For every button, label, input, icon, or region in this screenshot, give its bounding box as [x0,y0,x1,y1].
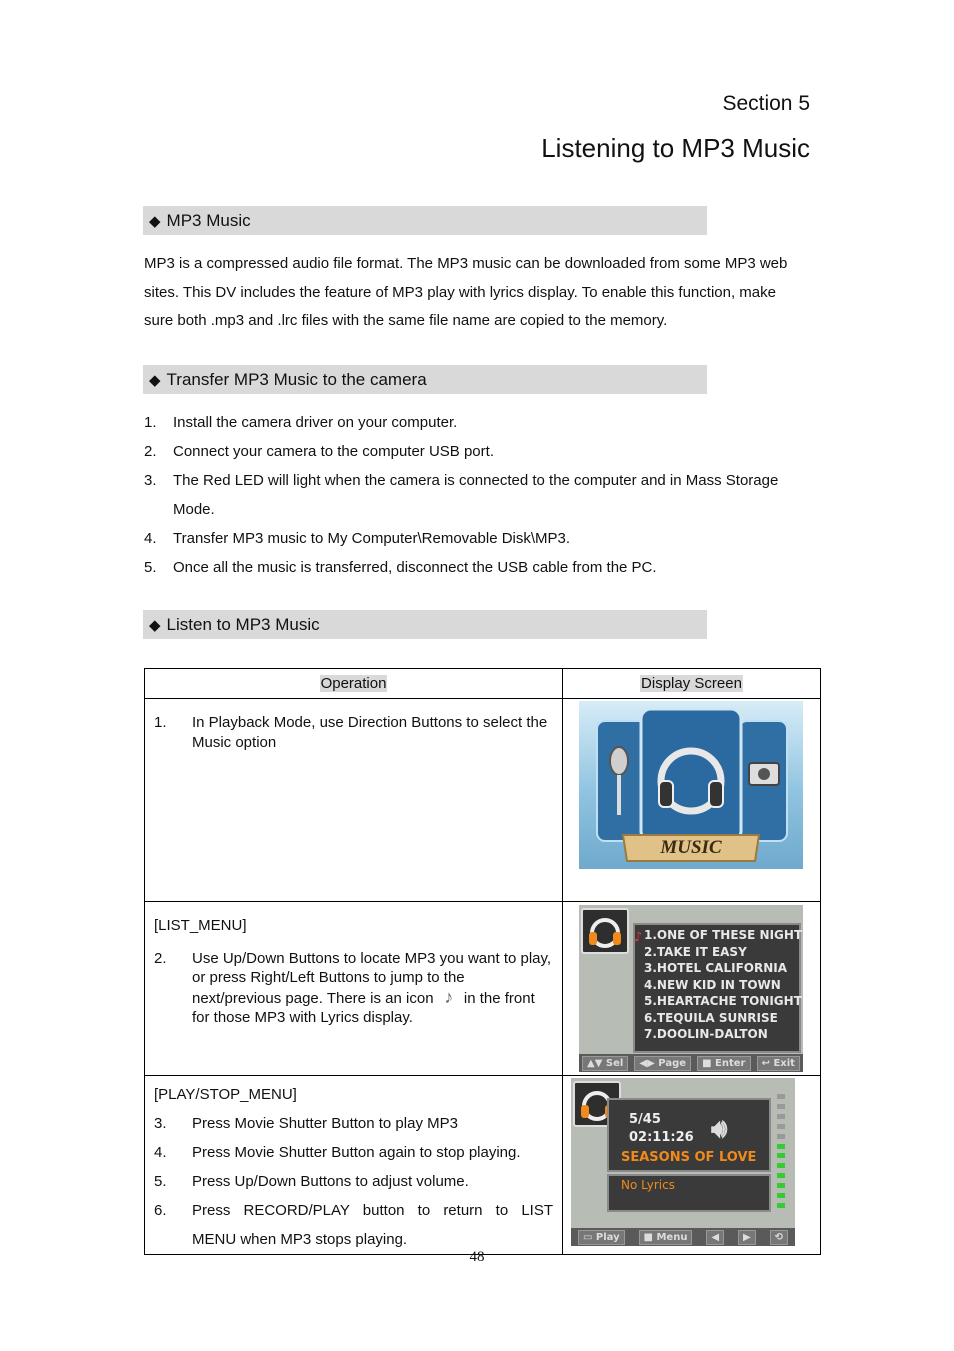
paragraph-line: MP3 is a compressed audio file format. The MP3 music can be downloaded from some MP3 web [144,255,788,272]
step-number: 1. [144,414,157,431]
button-label: Menu [656,1231,688,1243]
button-label: Play [595,1231,620,1243]
diamond-bullet-icon: ◆ [149,372,161,389]
table-row [145,902,821,1076]
page-button[interactable] [634,1056,691,1071]
list-item [144,553,814,582]
previous-button[interactable] [706,1230,724,1245]
step-number: 6. [154,1202,167,1219]
section-heading: Listen to MP3 Music [166,615,320,634]
menu-label: [LIST_MENU] [154,917,247,934]
list-item[interactable]: 1.ONE OF THESE NIGHT [644,928,803,942]
song-list [644,927,802,1043]
list-item[interactable]: 2.TAKE IT EASY [644,944,747,959]
display-column-header [563,669,821,699]
menu-button[interactable] [639,1230,693,1245]
step-text: Press Up/Down Buttons to adjust volume. [192,1173,469,1190]
button-label: Exit [773,1057,795,1069]
left-right-icon: ◀▶ [639,1057,655,1069]
table-row [145,1076,821,1255]
step-text: In Playback Mode, use Direction Buttons to select the Music option [192,714,548,751]
square-icon: ■ [702,1057,712,1069]
step-text: Once all the music is transferred, disconnect the USB cable from the PC. [173,559,657,576]
next-button[interactable] [738,1230,756,1245]
list-item[interactable]: 3.HOTEL CALIFORNIA [644,961,787,975]
step-text: Install the camera driver on your computer. [173,414,458,431]
button-label: Page [658,1057,687,1069]
section-bar-listen [143,610,707,639]
display-cell [563,902,821,1076]
step-number: 1. [154,714,167,731]
list-item[interactable]: 6.TEQUILA SUNRISE [644,1010,778,1025]
display-cell [563,1076,821,1255]
play-icon: ▭ [582,1231,593,1243]
operation-cell [145,1076,563,1255]
step-text: Press RECORD/PLAY button to return to LIST [192,1202,553,1219]
list-item[interactable]: 4.NEW KID IN TOWN [644,977,781,992]
lyrics-text: No Lyrics [621,1178,675,1192]
lcd-button-bar [579,1054,803,1072]
step-number: 4. [144,530,157,547]
return-icon: ↩ [761,1057,770,1069]
section-heading: Transfer MP3 Music to the camera [166,370,427,389]
track-counter: 5/45 [629,1112,661,1127]
operation-cell [145,902,563,1076]
exit-button[interactable] [757,1056,800,1071]
lcd-button-bar [571,1228,795,1246]
step-text: MENU when MP3 stops playing. [192,1231,408,1248]
step-text: Press Movie Shutter Button again to stop playing. [192,1144,521,1161]
button-label: Enter [715,1057,746,1069]
sel-button[interactable] [582,1056,628,1071]
step-number: 2. [144,443,157,460]
table-header-row [145,669,821,699]
enter-button[interactable] [697,1056,750,1071]
paragraph-line: sure both .mp3 and .lrc files with the same file name are copied to the memory. [144,312,668,330]
music-label: MUSIC [660,837,722,858]
step-text [192,949,553,1028]
step-number: 3. [154,1115,167,1132]
step-text: Transfer MP3 music to My Computer\Removable Disk\MP3. [173,530,571,547]
headphones-icon [581,908,629,954]
square-icon: ■ [643,1231,653,1243]
list-item [144,524,814,553]
diamond-bullet-icon: ◆ [149,213,161,230]
repeat-button[interactable] [770,1230,788,1245]
operation-cell [145,699,563,902]
button-label: Sel [605,1057,624,1069]
play-button[interactable] [578,1230,625,1245]
play-screen [571,1078,795,1246]
operation-table [144,668,821,1255]
list-item[interactable]: 7.DOOLIN-DALTON [644,1027,768,1041]
step-number: 5. [144,559,157,576]
transfer-steps [144,408,814,582]
operation-column-header [145,669,563,699]
step-text-part: in the front for those MP3 with Lyrics display. [192,989,535,1026]
repeat-icon: ⟲ [774,1231,784,1243]
list-item [144,408,814,437]
volume-meter[interactable] [777,1094,785,1208]
step-number: 4. [154,1144,167,1161]
up-down-icon: ▲▼ [587,1057,603,1069]
page-title: Listening to MP3 Music [541,133,810,163]
section-label: Section 5 [722,92,810,115]
display-cell [563,699,821,902]
play-time: 02:11:26 [629,1130,694,1145]
menu-label: [PLAY/STOP_MENU] [154,1086,297,1103]
paragraph-line: sites. This DV includes the feature of MP3 play with lyrics display. To enable this function, make [144,283,776,301]
speaker-icon: 🔊︎ [711,1114,728,1144]
table-row [145,699,821,902]
section-heading: MP3 Music [166,211,251,230]
header-text: Operation [320,675,387,692]
diamond-bullet-icon: ◆ [149,617,161,634]
step-number: 3. [144,472,157,489]
left-arrow-icon: ◀ [711,1231,720,1243]
step-number: 5. [154,1173,167,1190]
step-text: Press Movie Shutter Button to play MP3 [192,1115,458,1132]
right-arrow-icon: ▶ [743,1231,751,1243]
song-title: SEASONS OF LOVE [621,1150,757,1165]
section-bar-transfer [143,365,707,394]
list-menu-screen [579,905,803,1072]
step-text: The Red LED will light when the camera is connected to the computer and in Mass Storage Mode. [173,472,779,518]
list-item[interactable]: 5.HEARTACHE TONIGHT [644,994,802,1008]
mp3-description [144,250,814,336]
music-menu-screen [579,701,803,869]
step-number: 2. [154,949,167,967]
step-text: Connect your camera to the computer USB port. [173,443,494,460]
lyrics-note-icon: ♪ [444,986,454,1007]
section-bar-mp3-music [143,206,707,235]
step-text-part: Use Up/Down Buttons to locate MP3 you want to play, or press Right/Left Buttons to jump to the next/previous page. There is an icon [192,949,552,1007]
lyrics-note-icon: ♪ [634,930,643,945]
list-item [144,466,814,524]
header-text: Display Screen [641,675,742,692]
page-number: 48 [469,1249,485,1265]
list-item [144,437,814,466]
